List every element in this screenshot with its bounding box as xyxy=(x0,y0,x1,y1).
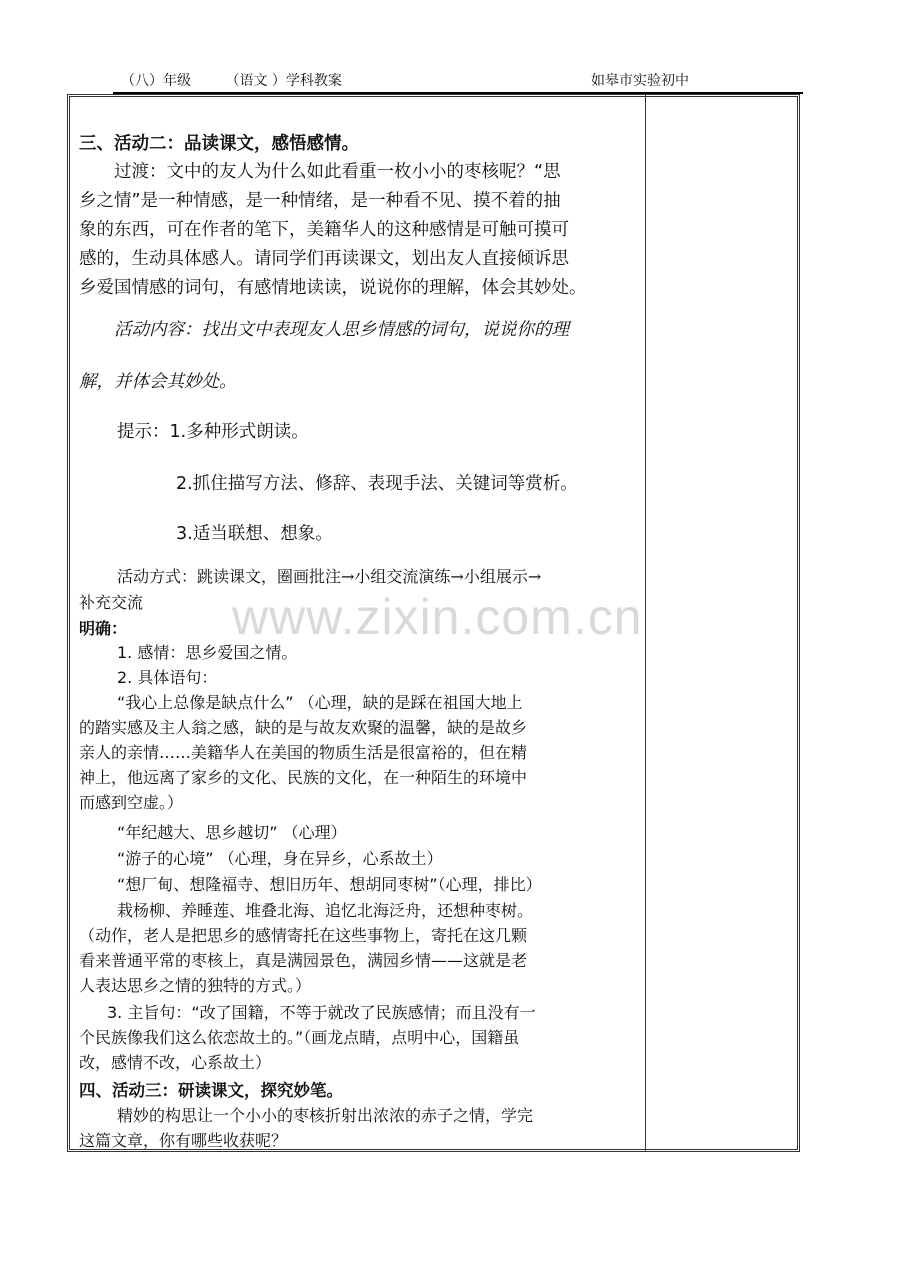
hint-2: 2.抓住描写方法、修辞、表现手法、关键词等赏析。 xyxy=(176,474,578,494)
section-3-title: 三、活动二：品读课文，感悟感情。 xyxy=(79,134,359,154)
table-column-divider xyxy=(645,94,646,1152)
header-left xyxy=(121,70,348,90)
activity-content: 活动内容：找出文中表现友人思乡情感的词句，说说你的理 xyxy=(114,320,569,340)
paragraph-line: 这篇文章，你有哪些收获呢？ xyxy=(79,1131,288,1150)
clarify-item-2: 2. 具体语句： xyxy=(117,668,218,687)
paragraph-line: 精妙的构思让一个小小的枣核折射出浓浓的赤子之情，学完 xyxy=(117,1106,534,1125)
activity-mode: 补充交流 xyxy=(79,593,144,612)
hint-1: 提示：1.多种形式朗读。 xyxy=(117,422,309,442)
quote-line: 的踏实感及主人翁之感，缺的是与故友欢聚的温馨，缺的是故乡 xyxy=(79,718,528,737)
quote-line: 而感到空虚。） xyxy=(79,793,184,812)
quote-5-line: （动作，老人是把思乡的感情寄托在这些事物上，寄托在这几颗 xyxy=(79,926,528,945)
watermark: www.zixin.com.cn xyxy=(232,589,643,645)
clarify-item-1: 1. 感情：思乡爱国之情。 xyxy=(117,643,298,662)
hint-3: 3.适当联想、想象。 xyxy=(176,524,333,544)
paragraph-line: 乡爱国情感的词句，有感情地读读，说说你的理解，体会其妙处。 xyxy=(79,278,587,298)
quote-5-line: 栽杨柳、养睡莲、堆叠北海、追忆北海泛舟，还想种枣树。 xyxy=(117,901,534,920)
quote-3: “游子的心境” （心理，身在异乡，心系故土） xyxy=(117,849,443,868)
paragraph-line: 过渡：文中的友人为什么如此看重一枚小小的枣核呢？“思 xyxy=(114,162,561,182)
quote-5-line: 看来普通平常的枣核上，真是满园景色，满园乡情——这就是老 xyxy=(79,951,528,970)
section-4-title: 四、活动三：研读课文，探究妙笔。 xyxy=(79,1081,343,1100)
quote-line: 神上，他远离了家乡的文化、民族的文化，在一种陌生的环境中 xyxy=(79,768,528,787)
clarify-item-3: 改，感情不改，心系故土） xyxy=(79,1053,272,1072)
clarify-title: 明确： xyxy=(79,619,128,638)
quote-2: “年纪越大、思乡越切” （心理） xyxy=(117,823,347,842)
quote-line: 亲人的亲情……美籍华人在美国的物质生活是很富裕的，但在精 xyxy=(79,743,528,762)
activity-mode: 活动方式：跳读课文，圈画批注→小组交流演练→小组展示→ xyxy=(117,567,542,586)
paragraph-line: 感的，生动具体感人。请同学们再读课文，划出友人直接倾诉思 xyxy=(79,249,569,269)
paragraph-line: 乡之情”是一种情感，是一种情绪，是一种看不见、摸不着的抽 xyxy=(79,191,561,211)
header-subject: （语文 ）学科教案 xyxy=(225,73,342,89)
clarify-item-3: 个民族像我们这么依恋故土的。”（画龙点睛，点明中心，国籍虽 xyxy=(79,1028,520,1047)
quote-4: “想厂甸、想隆福寺、想旧历年、想胡同枣树”（心理，排比） xyxy=(117,875,542,894)
paragraph-line: 象的东西，可在作者的笔下，美籍华人的这种感情是可触可摸可 xyxy=(79,220,569,240)
quote-line: “我心上总像是缺点什么” （心理，缺的是踩在祖国大地上 xyxy=(117,693,523,712)
clarify-item-3: 3. 主旨句：“改了国籍，不等于就改了民族感情；而且没有一 xyxy=(107,1003,536,1022)
quote-5-line: 人表达思乡之情的独特的方式。） xyxy=(79,976,312,995)
header-school: 如皋市实验初中 xyxy=(591,73,689,89)
header-grade: （八）年级 xyxy=(121,73,191,89)
activity-content: 解，并体会其妙处。 xyxy=(79,372,237,392)
page-header xyxy=(113,70,803,93)
